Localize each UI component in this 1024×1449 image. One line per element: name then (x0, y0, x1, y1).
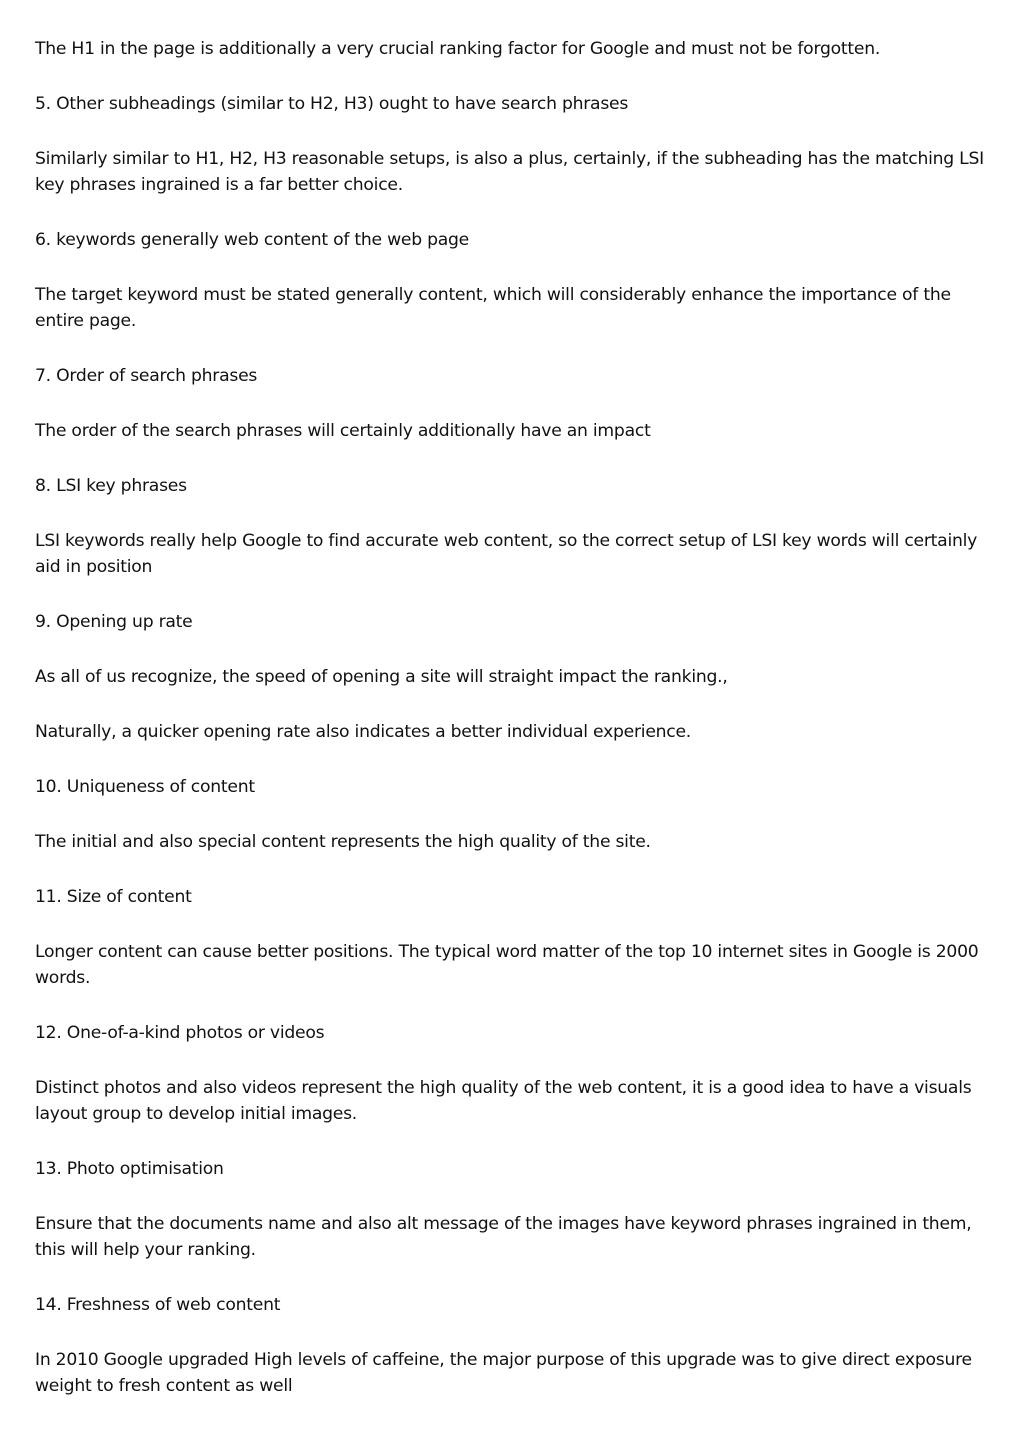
paragraph-size-of-content: Longer content can cause better positions. The typical word matter of the top 10 internet sites in Google is 2000 words. (35, 942, 979, 988)
paragraph-h1-importance: The H1 in the page is additionally a very crucial ranking factor for Google and must not be forgotten. (35, 39, 881, 59)
paragraph-opening-rate-experience: Naturally, a quicker opening rate also indicates a better individual experience. (35, 722, 692, 742)
paragraph-opening-rate: As all of us recognize, the speed of opening a site will straight impact the ranking., (35, 667, 728, 687)
heading-lsi-key-phrases: 8. LSI key phrases (35, 476, 187, 496)
paragraph-keywords-content: The target keyword must be stated generally content, which will considerably enhance the importance of the entire page. (35, 285, 951, 331)
heading-keywords-content: 6. keywords generally web content of the web page (35, 230, 470, 250)
paragraph-lsi-key-phrases: LSI keywords really help Google to find accurate web content, so the correct setup of LSI key words will certainly aid in position (35, 531, 978, 577)
heading-freshness: 14. Freshness of web content (35, 1295, 281, 1315)
paragraph-order-of-phrases: The order of the search phrases will certainly additionally have an impact (35, 421, 651, 441)
heading-size-of-content: 11. Size of content (35, 887, 192, 907)
paragraph-subheadings: Similarly similar to H1, H2, H3 reasonable setups, is also a plus, certainly, if the subheading has the matching LSI key phrases ingrained is a far better choice. (35, 149, 984, 195)
heading-uniqueness: 10. Uniqueness of content (35, 777, 255, 797)
paragraph-uniqueness: The initial and also special content represents the high quality of the site. (35, 832, 651, 852)
heading-photo-optimisation: 13. Photo optimisation (35, 1159, 224, 1179)
heading-order-of-phrases: 7. Order of search phrases (35, 366, 258, 386)
paragraph-freshness: In 2010 Google upgraded High levels of caffeine, the major purpose of this upgrade was to give direct exposure weight to fresh content as well (35, 1350, 972, 1396)
paragraph-photos-videos: Distinct photos and also videos represent the high quality of the web content, it is a good idea to have a visuals layout group to develop initial images. (35, 1078, 972, 1124)
paragraph-photo-optimisation: Ensure that the documents name and also alt message of the images have keyword phrases ingrained in them, this will help your ranking. (35, 1214, 972, 1260)
heading-subheadings: 5. Other subheadings (similar to H2, H3) ought to have search phrases (35, 94, 629, 114)
document-page (35, 36, 985, 1428)
heading-photos-videos: 12. One-of-a-kind photos or videos (35, 1023, 325, 1043)
heading-opening-rate: 9. Opening up rate (35, 612, 193, 632)
